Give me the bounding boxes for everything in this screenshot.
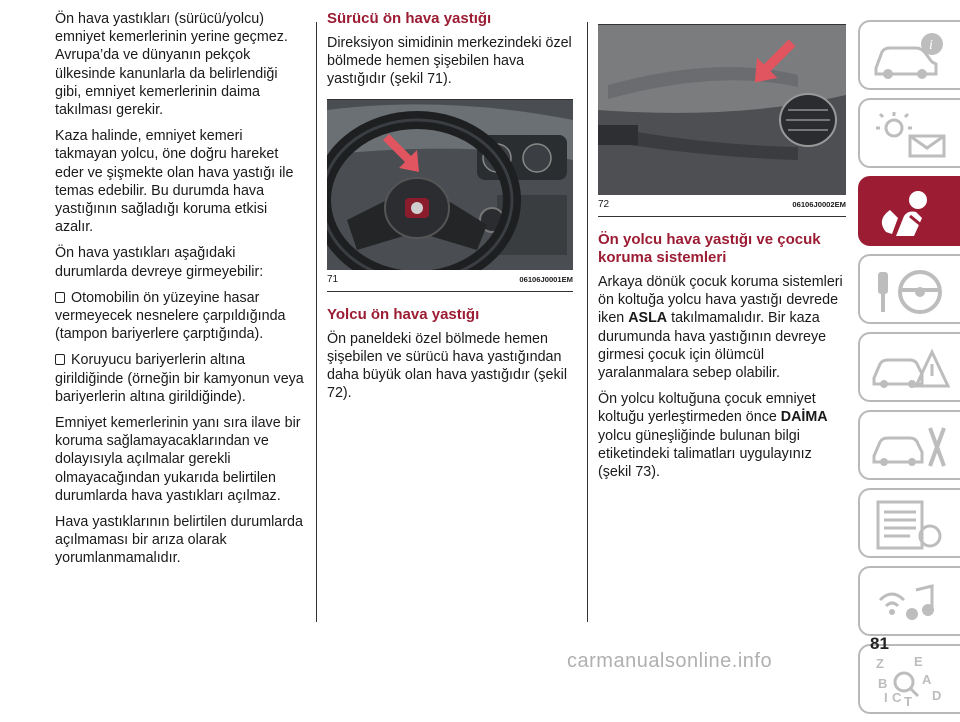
- paragraph: Direksiyon simidinin merkezindeki özel bölmede hemen şişebilen hava yastığıdır (şekil 71).: [327, 35, 572, 88]
- bullet-item: [55, 351, 307, 406]
- paragraph: Ön hava yastıkları (sürücü/yolcu) emniyet kemerlerinin yerine geçmez. Avrupa’da ve dünyanın pekçok ülkesinde kanunlarla da belirlendiği gibi, emniyet kemerlerinin daima takılması gerekir.: [55, 11, 288, 119]
- indicator-arrow-icon: [748, 35, 800, 87]
- index-letter: I: [884, 690, 888, 705]
- bullet-text: Koruyucu bariyerlerin altına girildiğinde (örneğin bir kamyonun veya bariyerlerin altına girildiğinde).: [55, 352, 304, 405]
- paragraph: [598, 390, 846, 481]
- column-divider: [316, 22, 317, 622]
- paragraph: Ön hava yastıkları aşağıdaki durumlarda devreye girmeyebilir:: [55, 245, 264, 280]
- emphasis-text: ASLA: [628, 310, 668, 327]
- car-warning-triangle-icon: [870, 342, 950, 396]
- tab-airbag-safety[interactable]: [858, 176, 960, 246]
- multimedia-icon: [870, 576, 950, 630]
- text-span: Arkaya dönük çocuk koruma sistemleri ön koltuğa yolcu hava yastığı devrede iken: [598, 274, 843, 327]
- figure-passenger-airbag: [598, 24, 846, 217]
- index-letter: D: [932, 688, 942, 703]
- middle-column: [327, 10, 573, 410]
- bullet-text: Otomobilin ön yüzeyine hasar vermeyecek nesnelere çarpıldığında (tampon bariyerlere çarptığında).: [55, 289, 286, 343]
- right-column: [598, 24, 846, 489]
- section-heading: Sürücü ön hava yastığı: [327, 10, 492, 27]
- figure-code: 06106J0001EM: [519, 274, 573, 284]
- figure-number: 71: [327, 273, 339, 285]
- bullet-item: [55, 289, 307, 344]
- section-heading: Yolcu ön hava yastığı: [327, 305, 480, 323]
- paragraph: Kaza halinde, emniyet kemeri takmayan yolcu, öne doğru hareket eder ve şişmekte olan hava yastığı ile temas edebilir. Bu durumda hava yastığının sağladığı koruma etkisi azalır.: [55, 128, 294, 236]
- tab-index[interactable]: [858, 644, 960, 714]
- checkbox-bullet-icon: [55, 354, 65, 365]
- tab-emergency[interactable]: [858, 332, 960, 402]
- dashboard-image: [598, 25, 846, 195]
- tab-car-info[interactable]: [858, 20, 960, 90]
- steering-wheel-image: [327, 100, 573, 270]
- technical-data-icon: [870, 498, 950, 552]
- index-letter: Z: [876, 656, 884, 671]
- indicator-arrow-icon: [379, 130, 425, 176]
- column-divider: [587, 22, 588, 622]
- svg-text:i: i: [929, 38, 933, 53]
- warning-lights-icon: [870, 108, 950, 162]
- tab-warning-lights[interactable]: [858, 98, 960, 168]
- figure-number: 72: [598, 199, 610, 210]
- chapter-tabs: [858, 20, 960, 722]
- tab-service[interactable]: [858, 410, 960, 480]
- emphasis-text: DAİMA: [780, 409, 828, 426]
- paragraph: Hava yastıklarının belirtilen durumlarda açılmaması bir arıza olarak yorumlanmamalıdır.: [55, 514, 303, 567]
- text-span: yolcu güneşliğinde bulunan bilgi etiketindeki talimatları uygulayınız (şekil 73).: [598, 427, 812, 481]
- watermark: carmanualsonline.info: [567, 650, 773, 672]
- text-span: Ön yolcu koltuğuna çocuk emniyet koltuğu yerleştirmeden önce: [598, 391, 816, 426]
- paragraph: [598, 273, 846, 382]
- figure-driver-airbag: [327, 99, 573, 292]
- tab-technical-data[interactable]: [858, 488, 960, 558]
- figure-caption: [598, 195, 846, 217]
- key-steering-wheel-icon: [870, 264, 950, 318]
- car-service-icon: [870, 420, 950, 474]
- car-info-icon: [870, 30, 950, 84]
- figure-code: 06106J0002EM: [792, 200, 846, 209]
- index-letter: C: [892, 690, 902, 705]
- index-letter: B: [878, 676, 888, 691]
- page-number: 81: [870, 634, 889, 653]
- paragraph: Emniyet kemerlerinin yanı sıra ilave bir koruma sağlamayacaklarından ve dolayısıyla açılmalar gerekli olmayacağından yukarıda belirtilen durumlarda hava yastıkları açılmaz.: [55, 415, 301, 504]
- index-icon: [870, 654, 950, 708]
- section-heading: Ön yolcu hava yastığı ve çocuk koruma sistemleri: [598, 231, 821, 266]
- tab-multimedia[interactable]: [858, 566, 960, 636]
- paragraph: Ön paneldeki özel bölmede hemen şişebilen ve sürücü hava yastığından daha büyük olan hava yastığıdır (şekil 72).: [327, 330, 568, 402]
- index-letter: T: [904, 694, 912, 708]
- left-column: [55, 10, 307, 576]
- figure-caption: [327, 270, 573, 292]
- text-span: takılmamalıdır. Bir kaza durumunda hava yastığının devreye girmesi çocuk için ölümcül yaralanmalara sebep olabilir.: [598, 310, 827, 382]
- index-letter: A: [922, 672, 932, 687]
- airbag-safety-icon: [870, 186, 950, 240]
- index-letter: E: [914, 654, 923, 669]
- tab-key-steering[interactable]: [858, 254, 960, 324]
- checkbox-bullet-icon: [55, 292, 65, 303]
